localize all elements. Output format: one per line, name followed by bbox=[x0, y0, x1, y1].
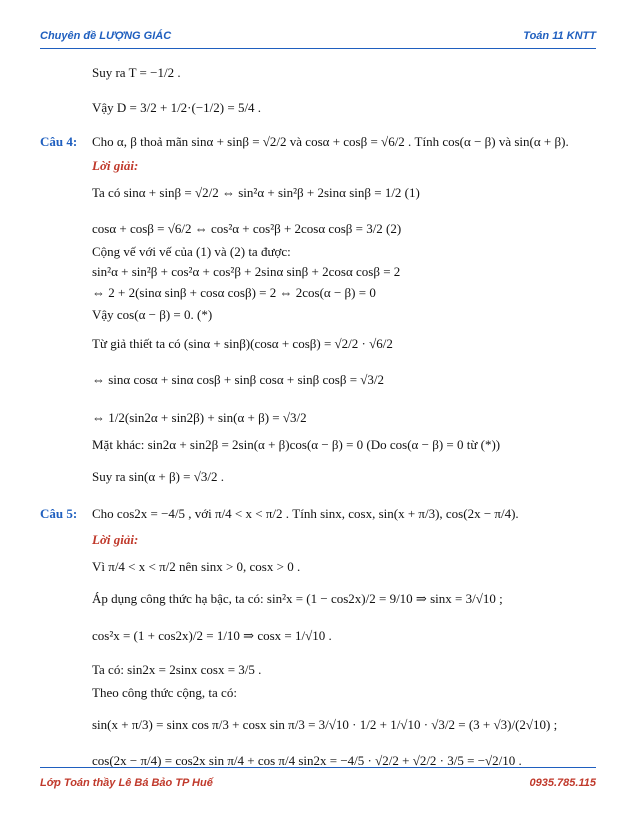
sol4-line-10: Mặt khác: sin2α + sin2β = 2sin(α + β)cos(α − β) = 0 (Do cos(α − β) = 0 từ (*)) bbox=[92, 437, 501, 453]
sol4-line-7: Từ giả thiết ta có (sinα + sinβ)(cosα + cosβ) = √2/2 · √6/2 bbox=[92, 336, 393, 352]
footer-class-name: Lớp Toán thầy Lê Bá Bảo TP Huế bbox=[40, 777, 213, 789]
sol5-line-4: Ta có: sin2x = 2sinx cosx = 3/5 . bbox=[92, 661, 262, 677]
sol4-line-6: Vậy cos(α − β) = 0. (*) bbox=[92, 306, 213, 322]
sol4-line-1: Ta có sinα + sinβ = √2/2 ⇔ sin²α + sin²β + 2sinα sinβ = 1/2 (1) bbox=[92, 185, 420, 201]
sol5-line-1: Vì π/4 < x < π/2 nên sinx > 0, cosx > 0 . bbox=[92, 559, 301, 575]
question-4 bbox=[40, 133, 596, 151]
header-course: Toán 11 KNTT bbox=[523, 30, 596, 42]
header-divider bbox=[40, 48, 596, 49]
sol4-line-11: Suy ra sin(α + β) = √3/2 . bbox=[92, 468, 224, 484]
sol4-line-9: ⇔ 1/2(sin2α + sin2β) + sin(α + β) = √3/2 bbox=[92, 409, 307, 425]
document-body bbox=[40, 56, 596, 769]
question-5-text: Cho cos2x = −4/5 , với π/4 < x < π/2 . Tính sinx, cosx, sin(x + π/3), cos(2x − π/4). bbox=[92, 506, 519, 522]
sol5-line-7: cos(2x − π/4) = cos2x sin π/4 + cos π/4 sin2x = −4/5 · √2/2 + √2/2 · 3/5 = −√2/10 . bbox=[92, 752, 522, 768]
header-topic: Chuyên đề LƯỢNG GIÁC bbox=[40, 30, 172, 42]
line-vay-d: Vậy D = 3/2 + 1/2·(−1/2) = 5/4 . bbox=[92, 99, 262, 115]
sol4-line-5: ⇔ 2 + 2(sinα sinβ + cosα cosβ) = 2 ⇔ 2cos(α − β) = 0 bbox=[92, 285, 376, 301]
solution-4-label: Lời giải: bbox=[92, 157, 139, 173]
sol5-line-5: Theo công thức cộng, ta có: bbox=[92, 685, 237, 701]
sol4-line-8: ⇔ sinα cosα + sinα cosβ + sinβ cosα + sinβ cosβ = √3/2 bbox=[92, 372, 385, 388]
line-suy-ra-t: Suy ra T = −1/2 . bbox=[92, 65, 181, 80]
footer-phone: 0935.785.115 bbox=[529, 777, 596, 789]
question-4-label: Câu 4: bbox=[40, 134, 78, 150]
sol5-line-6: sin(x + π/3) = sinx cos π/3 + cosx sin π/3 = 3/√10 · 1/2 + 1/√10 · √3/2 = (3 + √3)/(2√10) ; bbox=[92, 717, 558, 733]
page-footer bbox=[40, 777, 596, 789]
sol5-line-2: Áp dụng công thức hạ bậc, ta có: sin²x = (1 − cos2x)/2 = 9/10 ⇒ sinx = 3/√10 ; bbox=[92, 590, 503, 606]
footer-divider bbox=[40, 767, 596, 768]
sol4-line-4: sin²α + sin²β + cos²α + cos²β + 2sinα sinβ + 2cosα cosβ = 2 bbox=[92, 263, 401, 279]
solution-5-label: Lời giải: bbox=[92, 531, 139, 547]
question-5-label: Câu 5: bbox=[40, 506, 78, 522]
sol4-line-2: cosα + cosβ = √6/2 ⇔ cos²α + cos²β + 2cosα cosβ = 3/2 (2) bbox=[92, 220, 402, 236]
sol4-line-3: Cộng vế với vế của (1) và (2) ta được: bbox=[92, 244, 291, 260]
question-4-text: Cho α, β thoả mãn sinα + sinβ = √2/2 và cosα + cosβ = √6/2 . Tính cos(α − β) và sin(α + β). bbox=[92, 134, 569, 150]
question-5 bbox=[40, 505, 596, 523]
page-header bbox=[40, 30, 596, 42]
sol5-line-3: cos²x = (1 + cos2x)/2 = 1/10 ⇒ cosx = 1/√10 . bbox=[92, 628, 332, 644]
